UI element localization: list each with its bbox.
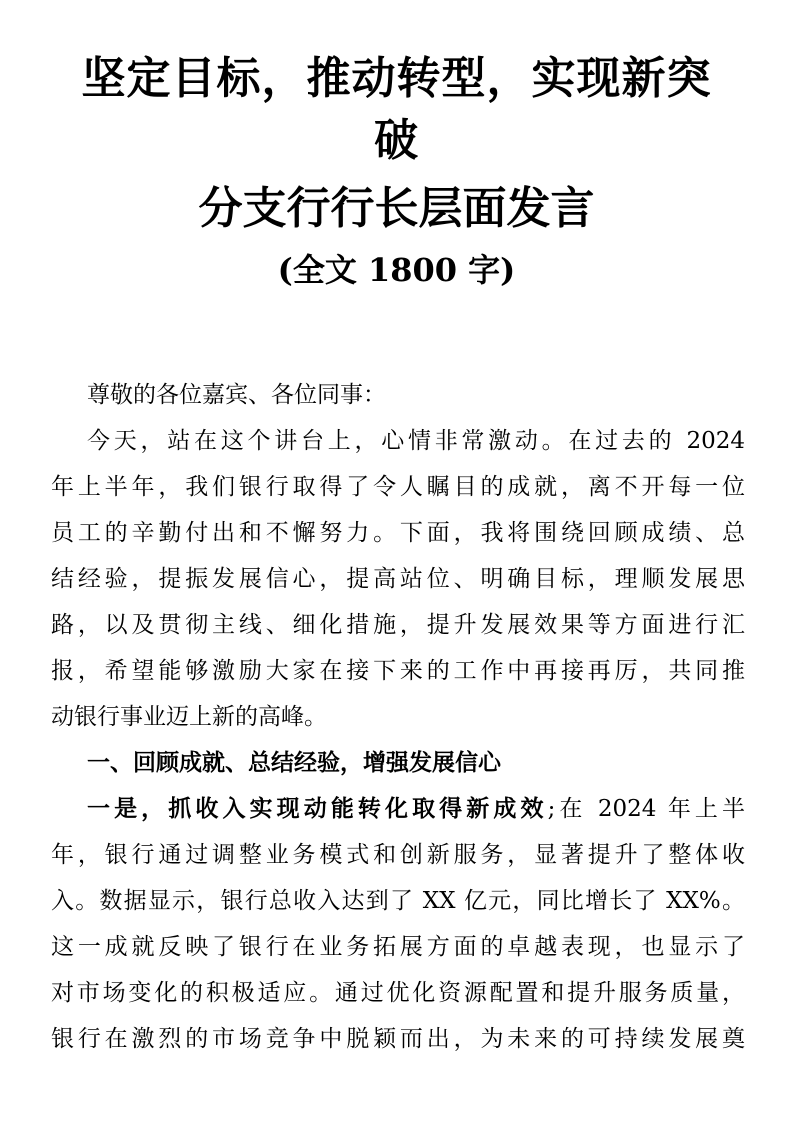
paragraph-line: 员工的辛勤付出和不懈努力。下面，我将围绕回顾成绩、总 [51,520,745,546]
paragraph-line: 年，银行通过调整业务模式和创新服务，显著提升了整体收 [51,842,745,868]
title-line-2: 破 [374,115,419,166]
point-first-line [51,786,745,832]
paragraph-line: 动银行事业迈上新的高峰。 [51,704,327,730]
title-line-1: 坚定目标，推动转型，实现新突 [81,53,712,104]
paragraph-line: 报，希望能够激励大家在接下来的工作中再接再厉，共同推 [51,658,745,684]
title-block [0,48,793,294]
body-text [51,372,745,1062]
section-heading: 一、回顾成就、总结经验，增强发展信心 [87,750,501,776]
point-lead: 一是，抓收入实现动能转化取得新成效 [87,796,548,822]
point-lead-rest: ;在 2024 年上半 [547,796,746,822]
paragraph-line: 入。数据显示，银行总收入达到了 XX 亿元，同比增长了 XX%。 [51,888,745,914]
paragraph-line: 这一成就反映了银行在业务拓展方面的卓越表现，也显示了 [51,934,745,960]
paragraph-line: 路，以及贯彻主线、细化措施，提升发展效果等方面进行汇 [51,612,745,638]
paragraph-line: 年上半年，我们银行取得了令人瞩目的成就，离不开每一位 [51,474,745,500]
paragraph-line: 今天，站在这个讲台上，心情非常激动。在过去的 2024 [87,428,745,454]
paragraph-line: 银行在激烈的市场竞争中脱颖而出，为未来的可持续发展奠 [51,1026,745,1052]
paragraph-line: 对市场变化的积极适应。通过优化资源配置和提升服务质量， [51,980,745,1006]
word-count: (全文 1800 字) [277,251,516,289]
salutation: 尊敬的各位嘉宾、各位同事： [87,382,386,408]
paragraph-line: 结经验，提振发展信心，提高站位、明确目标，理顺发展思 [51,566,745,592]
subtitle: 分支行行长层面发言 [198,183,595,234]
